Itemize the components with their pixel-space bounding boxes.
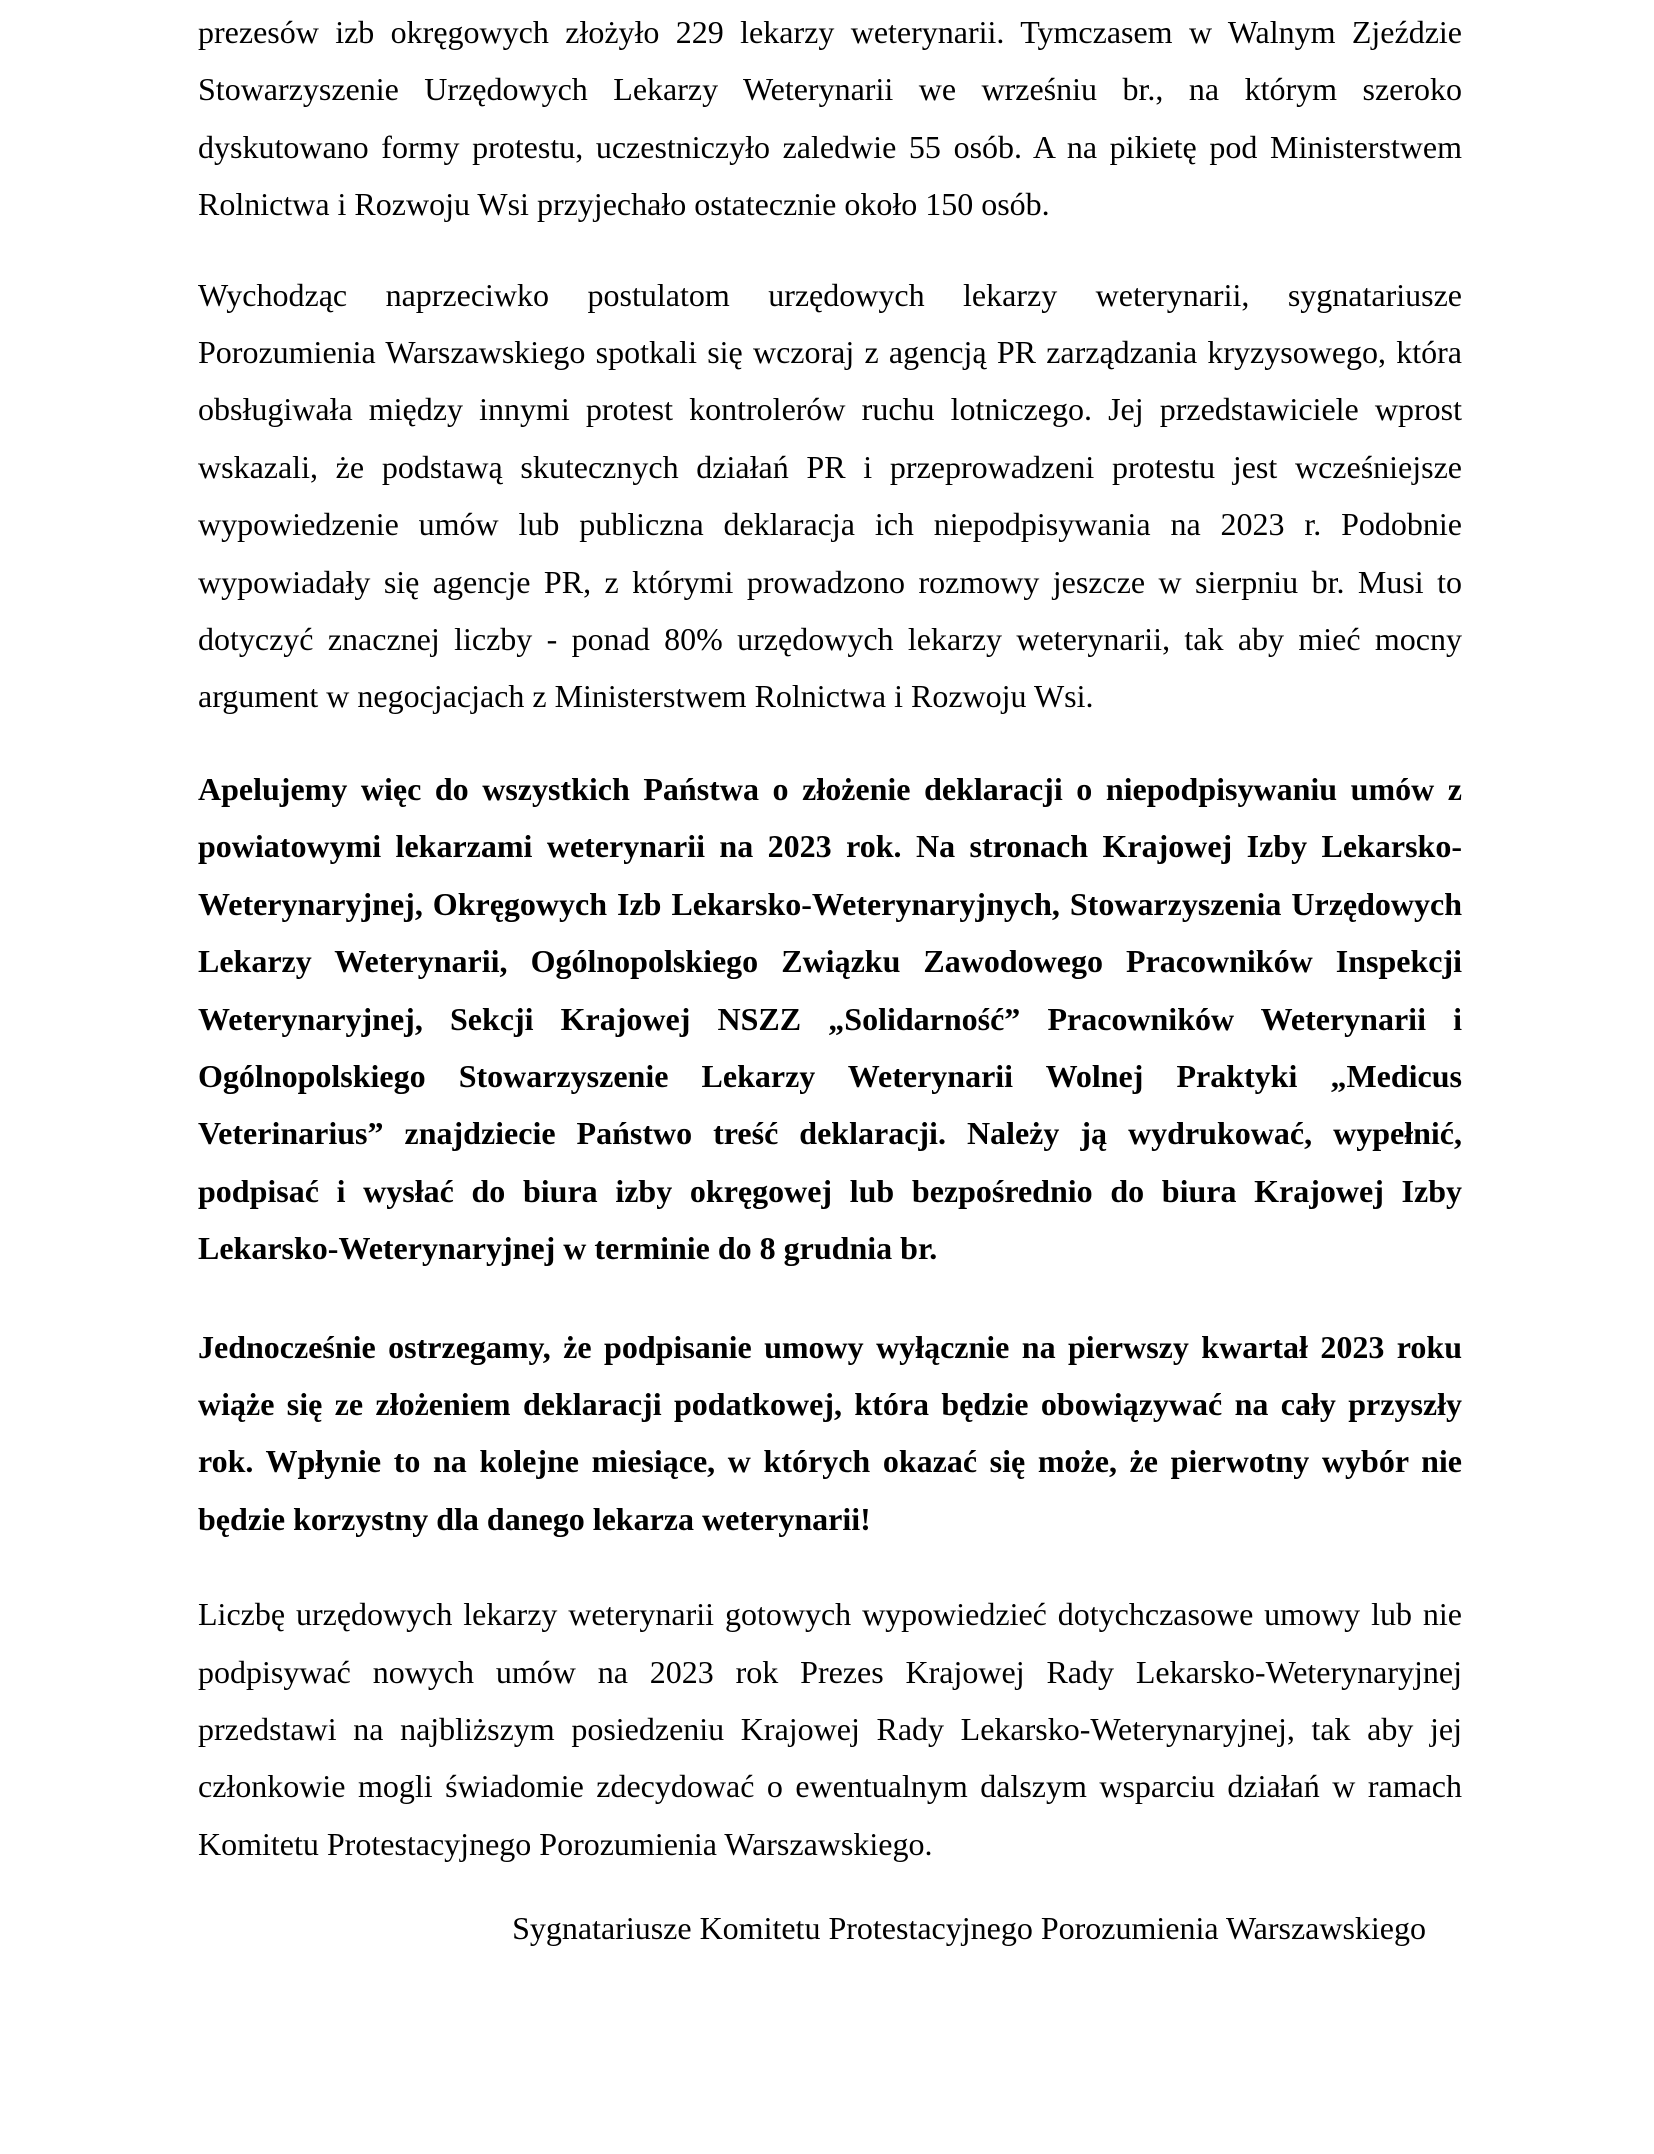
document-page [198, 0, 1462, 1958]
paragraph-tax-warning: Jednocześnie ostrzegamy, że podpisanie umowy wyłącznie na pierwszy kwartał 2023 roku wiąże się ze złożeniem deklaracji podatkowej, która będzie obowiązywać na cały przyszły rok. Wpłynie to na kolejne miesiące, w których okazać się może, że pierwotny wybór nie będzie korzystny dla danego lekarza weterynarii! [198, 1328, 1462, 1537]
paragraph-declaration-appeal: Apelujemy więc do wszystkich Państwa o złożenie deklaracji o niepodpisywaniu umów z powiatowymi lekarzami weterynarii na 2023 rok. Na stronach Krajowej Izby Lekarsko-Weterynaryjnej, Okręgowych Izb Lekarsko-Weterynaryjnych, Stowarzyszenia Urzędowych Lekarzy Weterynarii, Ogólnopolskiego Związku Zawodowego Pracowników Inspekcji Weterynaryjnej, Sekcji Krajowej NSZZ „Solidarność” Pracowników Weterynarii i Ogólnopolskiego Stowarzyszenie Lekarzy Weterynarii Wolnej Praktyki „Medicus Veterinarius” znajdziecie Państwo treść deklaracji. Należy ją wydrukować, wypełnić, podpisać i wysłać do biura izby okręgowej lub bezpośrednio do biura Krajowej Izby Lekarsko-Weterynaryjnej w terminie do 8 grudnia br. [198, 770, 1462, 1267]
paragraph-delegates-count: prezesów izb okręgowych złożyło 229 lekarzy weterynarii. Tymczasem w Walnym Zjeździe Stowarzyszenie Urzędowych Lekarzy Weterynarii we wrześniu br., na którym szeroko dyskutowano formy protestu, uczestniczyło zaledwie 55 osób. A na pikietę pod Ministerstwem Rolnictwa i Rozwoju Wsi przyjechało ostatecznie około 150 osób. [198, 14, 1462, 223]
signature-line: Sygnatariusze Komitetu Protestacyjnego Porozumienia Warszawskiego [512, 1910, 1426, 1947]
paragraph-pr-agency-meeting: Wychodząc naprzeciwko postulatom urzędowych lekarzy weterynarii, sygnatariusze Porozumienia Warszawskiego spotkali się wczoraj z agencją PR zarządzania kryzysowego, która obsługiwała między innymi protest kontrolerów ruchu lotniczego. Jej przedstawiciele wprost wskazali, że podstawą skutecznych działań PR i przeprowadzeni protestu jest wcześniejsze wypowiedzenie umów lub publiczna deklaracja ich niepodpisywania na 2023 r. Podobnie wypowiadały się agencje PR, z którymi prowadzono rozmowy jeszcze w sierpniu br. Musi to dotyczyć znacznej liczby - ponad 80% urzędowych lekarzy weterynarii, tak aby mieć mocny argument w negocjacjach z Ministerstwem Rolnictwa i Rozwoju Wsi. [198, 276, 1462, 715]
paragraph-council-report: Liczbę urzędowych lekarzy weterynarii gotowych wypowiedzieć dotychczasowe umowy lub nie podpisywać nowych umów na 2023 rok Prezes Krajowej Rady Lekarsko-Weterynaryjnej przedstawi na najbliższym posiedzeniu Krajowej Rady Lekarsko-Weterynaryjnej, tak aby jej członkowie mogli świadomie zdecydować o ewentualnym dalszym wsparciu działań w ramach Komitetu Protestacyjnego Porozumienia Warszawskiego. [198, 1596, 1462, 1862]
